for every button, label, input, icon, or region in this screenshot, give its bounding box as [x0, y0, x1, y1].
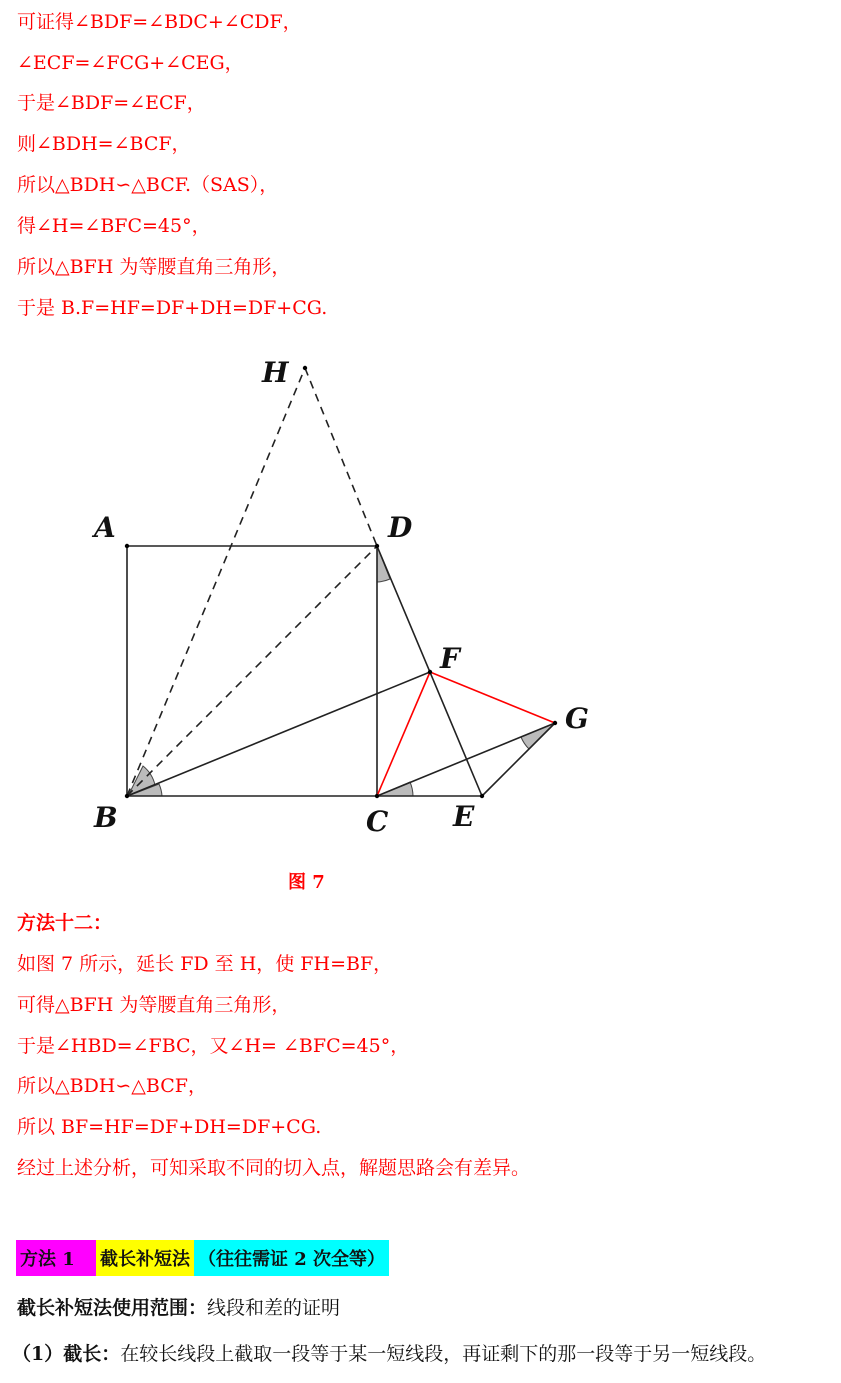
proof-line-7: 所以△BFH 为等腰直角三角形， [17, 256, 291, 278]
method12-line-4: 所以△BDH∽△BCF， [17, 1075, 207, 1097]
figure-caption: 图 7 [288, 872, 325, 893]
method1-name: 截长补短法 [96, 1240, 194, 1276]
label-f: F [440, 642, 460, 675]
point-d [375, 544, 379, 548]
label-g: G [565, 702, 589, 735]
item1-prefix: （1）截长： [12, 1343, 121, 1365]
point-e [480, 794, 484, 798]
proof-line-8: 于是 B.F=HF=DF+DH=DF+CG. [17, 297, 328, 319]
method12-title: 方法十二： [17, 912, 113, 934]
label-e: E [453, 800, 475, 833]
proof-line-6: 得∠H=∠BFC=45°， [17, 215, 211, 237]
segment-bd [127, 546, 377, 796]
range-line [17, 1296, 340, 1320]
geometry-figure [0, 340, 700, 860]
point-b [125, 794, 129, 798]
method12-line-6: 经过上述分析，可知采取不同的切入点，解题思路会有差异。 [17, 1157, 531, 1179]
item1-text: 在较长线段上截取一段等于某一短线段，再证剩下的那一段等于另一短线段。 [120, 1343, 767, 1365]
range-label: 截长补短法使用范围 [17, 1297, 189, 1319]
segment-ge [482, 723, 555, 796]
point-f [428, 670, 432, 674]
segment-hd [305, 368, 377, 546]
method1-header [16, 1240, 389, 1276]
item1-line [12, 1342, 766, 1366]
method12-line-1: 如图 7 所示，延长 FD 至 H，使 FH=BF， [17, 953, 393, 975]
method12-line-3: 于是∠HBD=∠FBC，又∠H= ∠BFC=45°， [17, 1035, 410, 1057]
label-h: H [262, 356, 289, 389]
method12-line-5: 所以 BF=HF=DF+DH=DF+CG. [17, 1116, 322, 1138]
range-text: 线段和差的证明 [207, 1297, 341, 1319]
label-c: C [366, 805, 389, 838]
label-d: D [388, 511, 413, 544]
angle-mark-g [521, 723, 555, 749]
point-g [553, 721, 557, 725]
range-colon: ： [188, 1297, 208, 1319]
point-h [303, 366, 307, 370]
proof-line-1: 可证得∠BDF=∠BDC+∠CDF， [17, 11, 302, 33]
label-a: A [94, 511, 116, 544]
point-a [125, 544, 129, 548]
proof-line-4: 则∠BDH=∠BCF， [17, 133, 191, 155]
method1-tag: 方法 1 [16, 1240, 96, 1276]
point-c [375, 794, 379, 798]
method12-line-2: 可得△BFH 为等腰直角三角形， [17, 994, 291, 1016]
proof-line-3: 于是∠BDF=∠ECF， [17, 92, 206, 114]
label-b: B [94, 801, 118, 834]
proof-line-2: ∠ECF=∠FCG+∠CEG， [17, 52, 244, 74]
segment-bh [127, 368, 305, 796]
method1-note: （往往需证 2 次全等） [194, 1240, 389, 1276]
proof-line-5: 所以△BDH∽△BCF.（SAS）， [17, 174, 279, 196]
